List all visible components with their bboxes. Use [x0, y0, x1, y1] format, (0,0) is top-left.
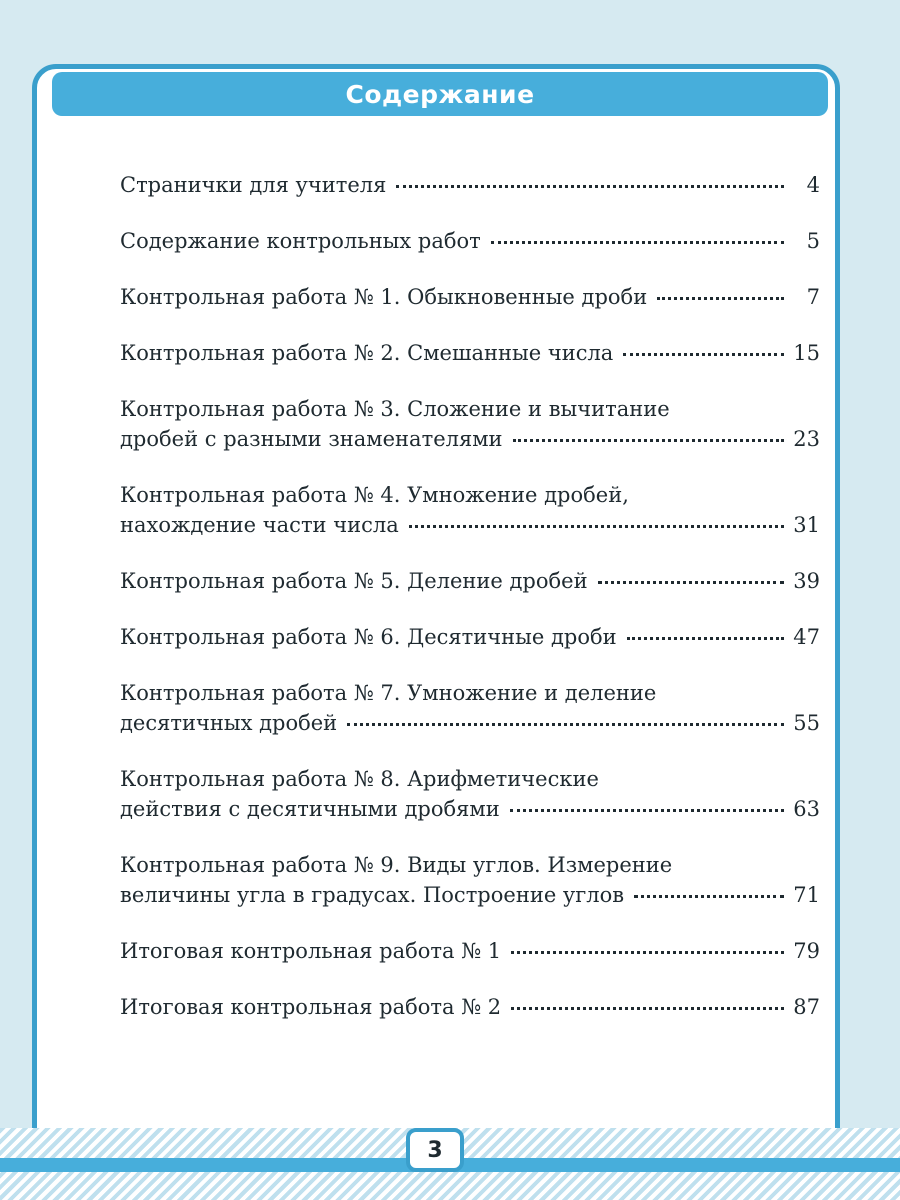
dot-leader — [511, 951, 784, 954]
toc-entry-row — [120, 566, 820, 596]
toc-page-number: 15 — [793, 341, 820, 365]
toc-entry — [120, 394, 820, 454]
dot-leader — [657, 297, 784, 300]
toc-entry-row — [120, 510, 820, 540]
toc-page-number: 23 — [793, 427, 820, 451]
toc-entry-row — [120, 936, 820, 966]
dot-leader — [491, 241, 784, 244]
toc-entry — [120, 622, 820, 652]
contents-header — [52, 72, 828, 116]
toc-entry — [120, 338, 820, 368]
table-of-contents — [120, 170, 820, 1048]
toc-page-number: 39 — [793, 569, 820, 593]
toc-entry-row — [120, 226, 820, 256]
dot-leader — [598, 581, 784, 584]
toc-page-number: 55 — [793, 711, 820, 735]
toc-entry-row — [120, 708, 820, 738]
dot-leader — [513, 439, 784, 442]
dot-leader — [623, 353, 784, 356]
toc-entry — [120, 850, 820, 910]
toc-entry-title-line: нахождение части числа — [120, 513, 399, 537]
toc-entry — [120, 566, 820, 596]
toc-entry-row — [120, 880, 820, 910]
toc-page-number: 63 — [793, 797, 820, 821]
toc-page-number: 31 — [793, 513, 820, 537]
toc-entry-row — [120, 992, 820, 1022]
toc-entry-row — [120, 424, 820, 454]
toc-entry-row — [120, 282, 820, 312]
toc-entry — [120, 764, 820, 824]
toc-entry — [120, 936, 820, 966]
page-title: Содержание — [345, 79, 535, 109]
toc-entry-title-line: Контрольная работа № 4. Умножение дробей, — [120, 483, 629, 507]
dot-leader — [634, 895, 784, 898]
toc-entry-title-line: Контрольная работа № 3. Сложение и вычитание — [120, 397, 670, 421]
toc-entry-title-line: Странички для учителя — [120, 173, 387, 197]
dot-leader — [627, 637, 784, 640]
toc-entry-title-line: Контрольная работа № 5. Деление дробей — [120, 569, 588, 593]
page-number: 3 — [406, 1128, 464, 1172]
toc-page-number: 7 — [806, 285, 820, 309]
toc-entry — [120, 992, 820, 1022]
toc-entry-title-line: действия с десятичными дробями — [120, 797, 500, 821]
toc-entry-title-line: Контрольная работа № 2. Смешанные числа — [120, 341, 614, 365]
toc-entry — [120, 480, 820, 540]
dot-leader — [409, 525, 784, 528]
toc-page-number: 5 — [806, 229, 820, 253]
toc-entry-title-line: Контрольная работа № 8. Арифметические — [120, 767, 599, 791]
toc-page-number: 71 — [793, 883, 820, 907]
toc-entry — [120, 678, 820, 738]
dot-leader — [510, 809, 784, 812]
toc-entry-title-line: Контрольная работа № 7. Умножение и деление — [120, 681, 657, 705]
toc-page-number: 4 — [806, 173, 820, 197]
toc-entry-title-line: десятичных дробей — [120, 711, 338, 735]
toc-entry-row — [120, 338, 820, 368]
toc-page-number: 87 — [793, 995, 820, 1019]
toc-entry — [120, 282, 820, 312]
dot-leader — [511, 1007, 784, 1010]
dot-leader — [396, 185, 784, 188]
toc-entry-title-line: величины угла в градусах. Построение углов — [120, 883, 625, 907]
toc-page-number: 47 — [793, 625, 820, 649]
toc-entry-title-line: дробей с разными знаменателями — [120, 427, 503, 451]
toc-entry-title-line: Итоговая контрольная работа № 2 — [120, 995, 502, 1019]
toc-entry-title-line: Итоговая контрольная работа № 1 — [120, 939, 502, 963]
toc-entry-title-line: Содержание контрольных работ — [120, 229, 481, 253]
toc-page-number: 79 — [793, 939, 820, 963]
toc-entry — [120, 170, 820, 200]
toc-entry-title-line: Контрольная работа № 9. Виды углов. Измерение — [120, 853, 673, 877]
toc-entry-row — [120, 170, 820, 200]
toc-entry — [120, 226, 820, 256]
dot-leader — [347, 723, 784, 726]
toc-entry-title-line: Контрольная работа № 6. Десятичные дроби — [120, 625, 617, 649]
toc-entry-row — [120, 794, 820, 824]
toc-entry-title-line: Контрольная работа № 1. Обыкновенные дроби — [120, 285, 648, 309]
toc-entry-row — [120, 622, 820, 652]
